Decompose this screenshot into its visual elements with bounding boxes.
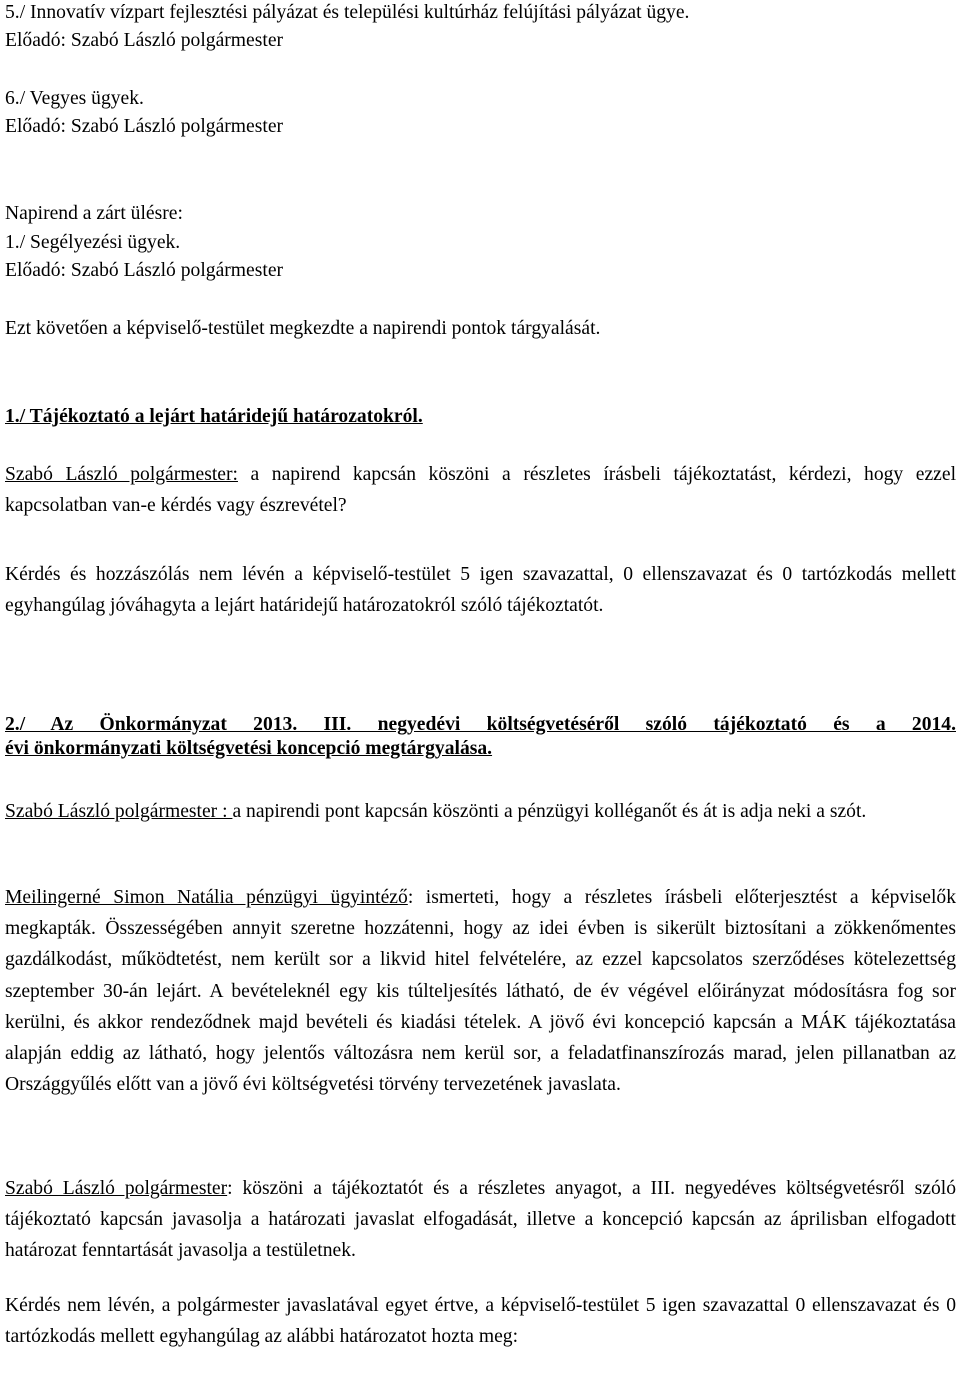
section2-heading bbox=[5, 711, 956, 763]
section2-heading-line2-text: évi önkormányzati költségvetési koncepció megtárgyalása. bbox=[5, 738, 493, 759]
section1-heading bbox=[5, 403, 956, 431]
section2-p3-text: : köszöni a tájékoztatót és a részletes anyagot, a III. negyedéves költségvetésről szóló tájékoztató kapcsán javasolja a határozati javaslat elfogadását, illetve a koncepció kapcsán az áprilisban elfogadott határozat fenntartását javasolja a testületnek. bbox=[5, 1178, 956, 1262]
section1-speaker: Szabó László polgármester: bbox=[5, 464, 238, 485]
section2-heading-line1-text: 2./ Az Önkormányzat 2013. III. negyedévi költségvetéséről szóló tájékoztató és a 2014. bbox=[5, 714, 956, 735]
section1-speech-text: a napirend kapcsán köszöni a részletes írásbeli tájékoztatást, kérdezi, hogy ezzel kapcsolatban van-e kérdés vagy észrevétel? bbox=[5, 464, 957, 517]
section1-speech-paragraph bbox=[5, 459, 956, 521]
section2-p1 bbox=[5, 796, 956, 827]
section1-resolution-paragraph: Kérdés és hozzászólás nem lévén a képviselő-testület 5 igen szavazattal, 0 ellenszavazat és 0 tartózkodás mellett egyhangúlag jóváhagyta a lejárt határidejű határozatokról szóló tájékoztatót. bbox=[5, 564, 956, 617]
section1-heading-text: 1./ Tájékoztató a lejárt határidejű határozatokról. bbox=[5, 406, 423, 427]
intro-paragraph: Ezt követően a képviselő-testület megkezdte a napirendi pontok tárgyalását. bbox=[5, 318, 601, 339]
section2-heading-line2 bbox=[5, 735, 956, 763]
section2-p4: Kérdés nem lévén, a polgármester javaslatával egyet értve, a képviselő-testület 5 igen szavazattal 0 ellenszavazat és 0 tartózkodás mellett egyhangúlag az alábbi határozatot hozta meg: bbox=[5, 1295, 956, 1348]
section2-p3-speaker: Szabó László polgármester bbox=[5, 1178, 228, 1199]
section2-p2-text: : ismerteti, hogy a részletes írásbeli előterjesztést a képviselők megkapták. Összességében annyit szeretne hozzátenni, hogy az idei évben is sikerült biztosítani a zökkenőmentes gazdálkodást, működtetést, nem került sor a likvid hitel felvételére, az ezzel kapcsolatos szerződéses kötelezettség szeptember 30-án lejárt. A bevételeknél egy kis túlteljesítés látható, de év végével előirányzat módosításra fog sor kerülni, és akkor rendeződnek majd bevételi és kiadási tételek. A jövő évi koncepció kapcsán a MÁK tájékoztatása alapján eddig az látható, hogy jelentős változásra nem kerül sor, a feladatfinanszírozás marad, jelen pillanatban az Országgyűlés előtt van a jövő évi költségvetési törvény tervezetének javaslata. bbox=[5, 887, 956, 1096]
agenda-item5-presenter: Előadó: Szabó László polgármester bbox=[5, 30, 284, 51]
section2-p3 bbox=[5, 1173, 956, 1267]
section2-p1-speaker: Szabó László polgármester : bbox=[5, 801, 233, 822]
section2-p2 bbox=[5, 882, 956, 1100]
closed-session-heading: Napirend a zárt ülésre: bbox=[5, 203, 183, 224]
closed-item1-title: 1./ Segélyezési ügyek. bbox=[5, 232, 181, 253]
section2-p2-speaker: Meilingerné Simon Natália pénzügyi ügyintéző bbox=[5, 887, 408, 908]
section2-p1-text: a napirendi pont kapcsán köszönti a pénzügyi kolléganőt és át is adja neki a szót. bbox=[232, 801, 867, 822]
agenda-item6-title: 6./ Vegyes ügyek. bbox=[5, 88, 144, 109]
closed-item1-presenter: Előadó: Szabó László polgármester bbox=[5, 260, 284, 281]
agenda-item5-title: 5./ Innovatív vízpart fejlesztési pályázat és települési kultúrház felújítási pályázat ügye. bbox=[5, 2, 690, 23]
agenda-item6-presenter: Előadó: Szabó László polgármester bbox=[5, 116, 284, 137]
